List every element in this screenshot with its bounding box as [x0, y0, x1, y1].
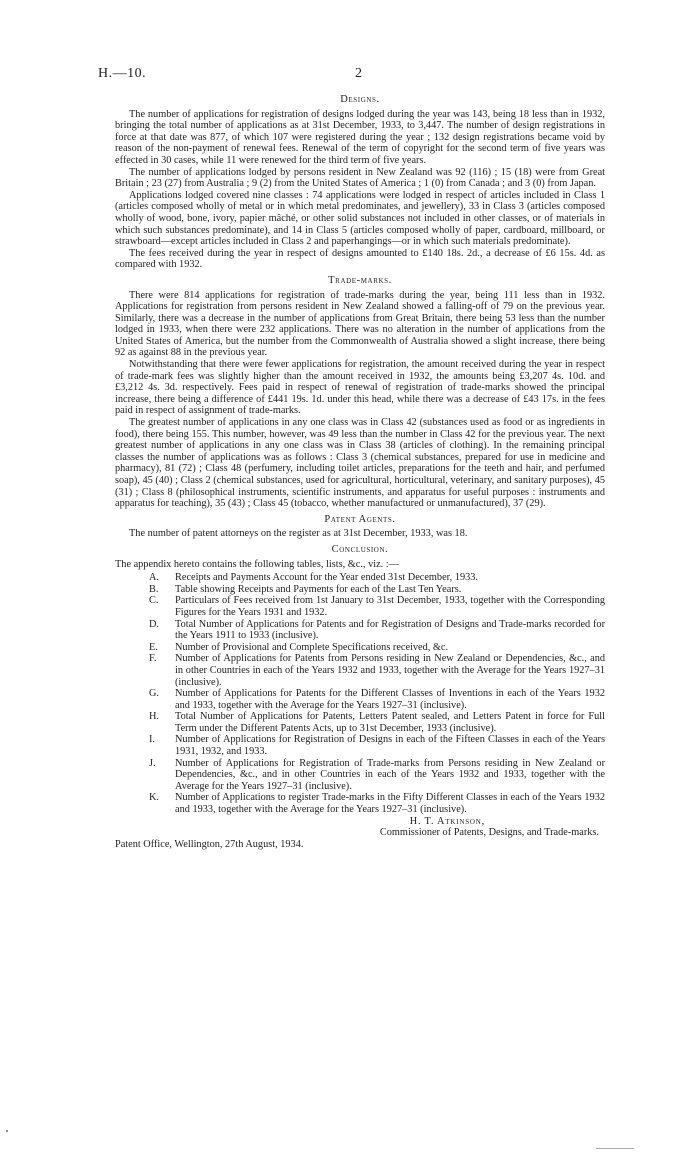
trademarks-paragraph: There were 814 applications for registration of trade-marks during the year, being 111 less than in 1932. Applications for registration from persons resident in New Zealand showed a falling-off of 79 on the previous year. Similarly, there was a decrease in the number of applications from Great Britain, there being 53 less than the number lodged in 1933, when there were 232 applications. There was no alteration in the number of applications from the United States of America, but the number from the Commonwealth of Australia showed a slight increase, there being 92 as against 88 in the previous year.	[115, 289, 605, 359]
appendix-letter: K.	[149, 792, 160, 804]
conclusion-heading: Conclusion.	[331, 543, 389, 555]
appendix-item	[115, 642, 605, 654]
appendix-text: Number of Applications for Registration of Trade-marks from Persons residing in New Zealand or Dependencies, &c., and in other Countries in each of the Years 1932 and 1933, together with the Average for the Years 1927–31 (inclusive).	[175, 757, 605, 792]
appendix-item	[115, 572, 605, 584]
appendix-letter: I.	[149, 734, 156, 746]
designs-paragraph: The number of applications for registration of designs lodged during the year was 143, being 18 less than in 1932, bringing the total number of applications as at 31st December, 1933, to 3,447. The number of design registrations in force at that date was 877, of which 107 were registered during the year ; 132 design registrations became void by reason of the non-payment of renewal fees. Renewal of the term of copyright for the second term of five years was effected in 30 cases, while 11 were renewed for the third term of five years.	[115, 108, 605, 166]
appendix-list	[115, 572, 605, 815]
appendix-letter: F.	[149, 653, 157, 665]
appendix-letter: C.	[149, 595, 159, 607]
appendix-text: Number of Applications for Registration of Designs in each of the Fifteen Classes in each of the Years 1931, 1932, and 1933.	[175, 734, 605, 758]
appendix-letter: D.	[149, 618, 160, 630]
patent-agents-paragraph: The number of patent attorneys on the register as at 31st December, 1933, was 18.	[129, 528, 468, 540]
designs-heading: Designs.	[340, 94, 380, 105]
appendix-text: Number of Applications to register Trade-marks in the Fifty Different Classes in each of the Years 1932 and 1933, together with the Average for the Years 1927–31 (inclusive).	[175, 792, 605, 816]
appendix-text: Total Number of Applications for Patents, Letters Patent sealed, and Letters Patent in force for Full Term under the Different Patents Acts, up to 31st December, 1933 (inclusive).	[175, 711, 605, 734]
appendix-item	[115, 619, 605, 642]
appendix-item	[115, 595, 605, 618]
appendix-text: Number of Applications for Patents from Persons residing in New Zealand or Dependencies, &c., and in other Countries in each of the Years 1932 and 1933, together with the Average for the Years 1927–31 (inclusive).	[175, 653, 605, 688]
designs-paragraph: Applications lodged covered nine classes : 74 applications were lodged in respect of articles included in Class 1 (articles composed wholly of metal or in which metal predominates, and jewellery), 33 in Class 3 (articles composed wholly of wood, bone, ivory, papier mâché, or other solid substances not included in other classes, or of materials in which such substances predominate), and 14 in Class 5 (articles composed wholly of paper, cardboard, millboard, or strawboard—except articles included in Class 2 and paperhangings—or in which such materials predominate).	[115, 189, 605, 248]
designs-paragraph: The fees received during the year in respect of designs amounted to £140 18s. 2d., a decrease of £6 15s. 4d. as compared with 1932.	[115, 247, 605, 271]
appendix-item	[115, 792, 605, 815]
appendix-item	[115, 653, 605, 688]
appendix-text: Particulars of Fees received from 1st January to 31st December, 1933, together with the Corresponding Figures for the Years 1931 and 1932.	[175, 595, 605, 618]
signatory-name: H. T. Atkinson,	[409, 815, 485, 827]
document-body	[115, 94, 605, 850]
appendix-letter: A.	[149, 572, 160, 584]
appendix-letter: G.	[149, 688, 160, 700]
appendix-item	[115, 734, 605, 757]
appendix-text: Number of Applications for Patents for the Different Classes of Inventions in each of the Years 1932 and 1933, together with the Average for the Years 1927–31 (inclusive).	[175, 688, 605, 711]
designs-paragraph: The number of applications lodged by persons resident in New Zealand was 92 (116) ; 15 (18) were from Great Britain ; 23 (27) from Australia ; 9 (2) from the United States of America ; 1 (0) from Canada ; and 3 (0) from Japan.	[115, 166, 605, 190]
appendix-letter: H.	[149, 711, 160, 723]
appendix-letter: J.	[149, 757, 156, 769]
appendix-text: Table showing Receipts and Payments for each of the Last Ten Years.	[175, 583, 462, 595]
trademarks-paragraph: Notwithstanding that there were fewer applications for registration, the amount received during the year in respect of trade-mark fees was slightly higher than the amount received in 1932, the amounts being £3,207 4s. 10d. and £3,212 4s. 3d. respectively. Fees paid in respect of renewal of registration of trade-marks showed the principal increase, there being a difference of £441 19s. 1d. under this head, while there was a decrease of £43 17s. in the fees paid in respect of assignment of trade-marks.	[115, 359, 605, 417]
appendix-item	[115, 584, 605, 596]
appendix-letter: B.	[149, 583, 159, 595]
appendix-item	[115, 711, 605, 734]
trademarks-paragraph: The greatest number of applications in any one class was in Class 42 (substances used as food or as ingredients in food), there being 155. This number, however, was 49 less than the number in Class 42 for the previous year. The next greatest number of applications in any one class was in Class 38 (articles of clothing). In the remaining principal classes the number of applications was as follows : Class 3 (chemical substances, prepared for use in medicine and pharmacy), 81 (72) ; Class 48 (perfumery, including toilet articles, preparations for the teeth and hair, and perfumed soap), 45 (40) ; Class 2 (chemical substances, used for agricultural, horticultural, veterinary, and sanitary purposes), 45 (31) ; Class 8 (philosophical instruments, scientific instruments, and apparatus for useful purposes : instruments and apparatus for teaching), 35 (43) ; Class 45 (tobacco, whether manufactured or unmanufactured), 37 (29).	[115, 417, 605, 510]
patent-agents-heading: Patent Agents.	[324, 513, 396, 525]
trademarks-heading: Trade-marks.	[328, 274, 392, 286]
appendix-item	[115, 688, 605, 711]
header-reference: H.—10.	[98, 66, 147, 81]
page-number: 2	[355, 66, 363, 81]
conclusion-intro: The appendix hereto contains the following tables, lists, &c., viz. :—	[115, 558, 399, 570]
appendix-text: Receipts and Payments Account for the Year ended 31st December, 1933.	[175, 572, 478, 584]
scan-mark	[596, 1148, 634, 1149]
appendix-text: Number of Provisional and Complete Specifications received, &c.	[175, 641, 449, 653]
appendix-text: Total Number of Applications for Patents and for Registration of Designs and Trade-marks recorded for the Years 1911 to 1933 (inclusive).	[175, 618, 605, 642]
appendix-letter: E.	[149, 641, 158, 653]
appendix-item	[115, 758, 605, 793]
signatory-title: Commissioner of Patents, Designs, and Trade-marks.	[379, 827, 599, 839]
page-speck	[6, 1130, 8, 1132]
place-and-date: Patent Office, Wellington, 27th August, 1934.	[115, 838, 304, 850]
